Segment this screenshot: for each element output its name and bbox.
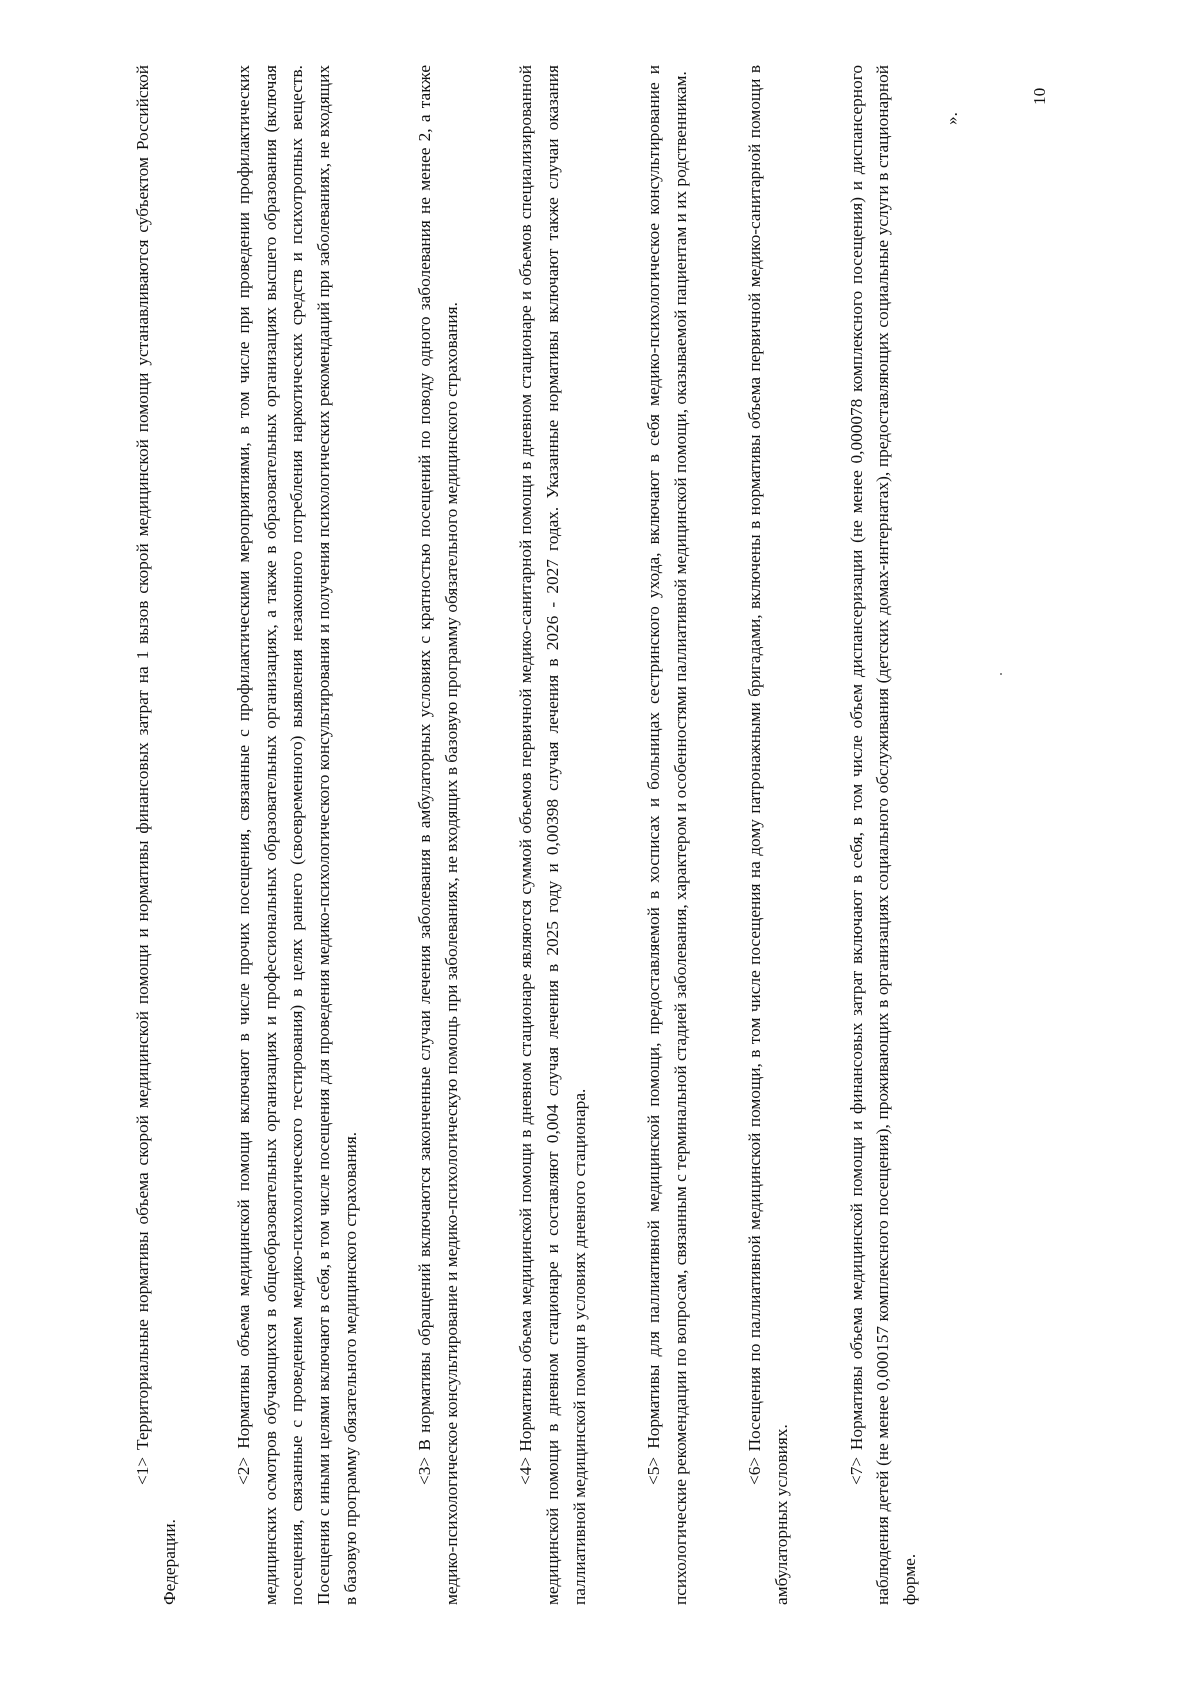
footnote-2 <box>231 65 364 1605</box>
footnote-marker: <5> <box>644 1456 664 1485</box>
footnote-marker: <6> <box>745 1456 765 1485</box>
footnote-6 <box>742 65 795 1605</box>
footnote-text: В нормативы обращений включаются законченные случаи лечения заболевания в амбулаторных условиях с кратностью посещений по поводу одного заболевания не менее 2, а также медико-психологическое консультирование и медико-психологическую помощь при заболеваниях, не входящих в базовую программу обязательного медицинского страхования. <box>415 65 461 1605</box>
footnote-3 <box>412 65 465 1605</box>
footnote-5 <box>641 65 694 1605</box>
footnote-marker: <7> <box>846 1456 866 1485</box>
footnote-4 <box>513 65 593 1605</box>
footnote-marker: <1> <box>133 1456 152 1485</box>
footnotes-section <box>130 65 966 1605</box>
footnote-text: Нормативы объема медицинской помощи включают в числе прочих посещения, связанные с профилактическими мероприятиями, в том числе при проведении профилактических медицинских осмотров обучающихся в общеобразовательных организациях и профессиональных образовательных организациях, а также в образовательных организациях высшего образования (включая посещения, связанные с проведением медико-психологического тестирования) в целях раннего (своевременного) выявления незаконного потребления наркотических средств и психотропных веществ. Посещения с иными целями включают в себя, в том числе посещения для проведения медико-психологического консультирования и получения психологических рекомендаций при заболеваниях, не входящих в базовую программу обязательного медицинского страхования. <box>234 65 360 1605</box>
footnote-marker: <2> <box>234 1456 254 1485</box>
footnote-marker: <4> <box>516 1456 536 1485</box>
footnote-7 <box>844 65 924 1605</box>
footnote-text: Нормативы для паллиативной медицинской помощи, предоставляемой в хосписах и больницах сестринского ухода, включают в себя медико-психологическое консультирование и психологические рекомендации по вопросам, связанным с терминальной стадией заболевания, характером и особенностями паллиативной медицинской помощи, оказываемой пациентам и их родственникам. <box>644 65 690 1605</box>
footnote-text: Посещения по паллиативной медицинской помощи, в том числе посещения на дому патронажными бригадами, включены в нормативы объема первичной медико-санитарной помощи в амбулаторных условиях. <box>745 65 791 1605</box>
scan-speck <box>1000 673 1002 675</box>
page-number: 10 <box>1030 87 1049 105</box>
rotated-document-page <box>130 65 1130 1605</box>
closing-quote-mark: ». <box>942 112 962 125</box>
footnote-text: Территориальные нормативы объема скорой медицинской помощи и нормативы финансовых затрат на 1 вызов скорой медицинской помощи устанавливаются субъектом Российской Федерации. <box>133 65 179 1605</box>
footnote-1 <box>130 65 183 1605</box>
footnote-marker: <3> <box>415 1456 435 1485</box>
footnote-text: Нормативы объема медицинской помощи в дневном стационаре являются суммой объемов первичной медико-санитарной помощи в дневном стационаре и объемов специализированной медицинской помощи в дневном стационаре и составляют 0,004 случая лечения в 2025 году и 0,00398 случая лечения в 2026 - 2027 годах. Указанные нормативы включают также случаи оказания паллиативной медицинской помощи в условиях дневного стационара. <box>516 65 589 1605</box>
footnote-text: Нормативы объема медицинской помощи и финансовых затрат включают в себя, в том числе объем диспансеризации (не менее 0,000078 комплексного посещения) и диспансерного наблюдения детей (не менее 0,000157 комплексного посещения), проживающих в организациях социального обслуживания (детских домах-интернатах), предоставляющих социальные услуги в стационарной форме. <box>846 65 919 1605</box>
